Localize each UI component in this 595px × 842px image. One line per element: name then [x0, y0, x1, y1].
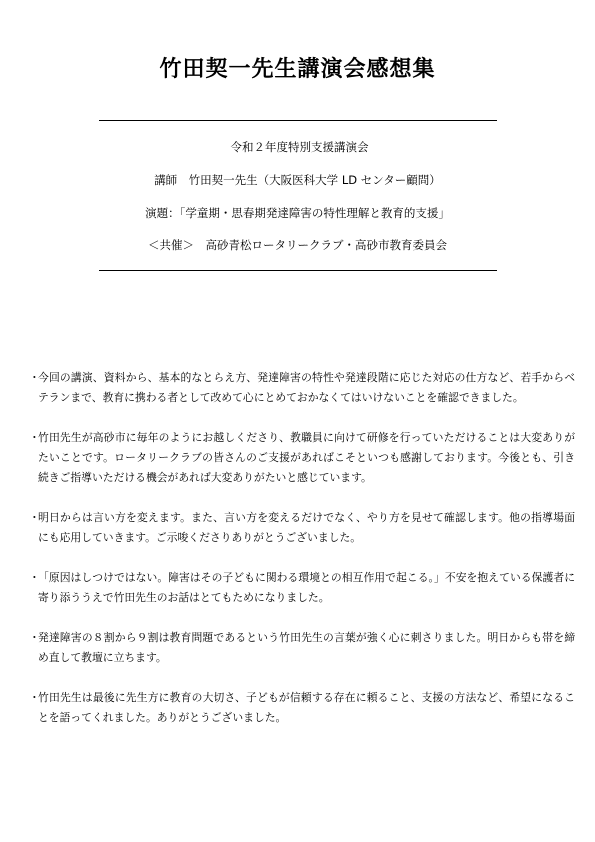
- comment-text: 竹田先生は最後に先生方に教育の大切さ、子どもが信頼する存在に頼ること、支援の方法など、希望になることを語ってくれました。ありがとうございました。: [38, 691, 575, 724]
- header-bottom-rule: [99, 270, 497, 271]
- lecture-topic: 演題：「学童期・思春期発達障害の特性理解と教育的支援」: [145, 206, 450, 220]
- comment-item: [30, 368, 575, 408]
- event-name: 令和２年度特別支援講演会: [230, 140, 369, 154]
- comment-text: 「原因はしつけではない。障害はその子どもに関わる環境との相互作用で起こる。」不安を抱えている保護者に寄り添ううえで竹田先生のお話はとてもためになりました。: [38, 571, 575, 604]
- co-sponsors: ＜共催＞ 高砂青松ロータリークラブ・高砂市教育委員会: [148, 238, 447, 252]
- bullet-marker: ・: [29, 691, 40, 704]
- comment-item: [30, 508, 575, 548]
- comment-text: 発達障害の８割から９割は教育問題であるという竹田先生の言葉が強く心に刺さりました。明日からも帯を締め直して教壇に立ちます。: [38, 631, 575, 664]
- bullet-marker: ・: [29, 571, 40, 584]
- comment-item: [30, 688, 575, 728]
- bullet-marker: ・: [29, 631, 40, 644]
- lecturer-line: 講師 竹田契一先生（大阪医科大学 LD センター顧問）: [154, 173, 441, 187]
- comment-text: 明日からは言い方を変えます。また、言い方を変えるだけでなく、やり方を見せて確認します。他の指導場面にも応用していきます。ご示唆くださりありがとうございました。: [38, 511, 575, 544]
- comment-text: 竹田先生が高砂市に毎年のようにお越しくださり、教職員に向けて研修を行っていただけることは大変ありがたいことです。ロータリークラブの皆さんのご支援があればこそといつも感謝しております。今後とも、引き続きご指導いただける機会があれば大変ありがたいと感じています。: [38, 431, 575, 484]
- bullet-marker: ・: [29, 511, 40, 524]
- comment-list: [30, 368, 575, 748]
- document-title: 竹田契一先生講演会感想集: [159, 57, 436, 82]
- comment-text: 今回の講演、資料から、基本的なとらえ方、発達障害の特性や発達段階に応じた対応の仕方など、若手からベテランまで、教育に携わる者として改めて心にとめておかなくてはいけないことを確認できました。: [38, 371, 575, 404]
- bullet-marker: ・: [29, 431, 40, 444]
- header-top-rule: [99, 120, 497, 121]
- bullet-marker: ・: [29, 371, 40, 384]
- comment-item: [30, 428, 575, 488]
- comment-item: [30, 568, 575, 608]
- comment-item: [30, 628, 575, 668]
